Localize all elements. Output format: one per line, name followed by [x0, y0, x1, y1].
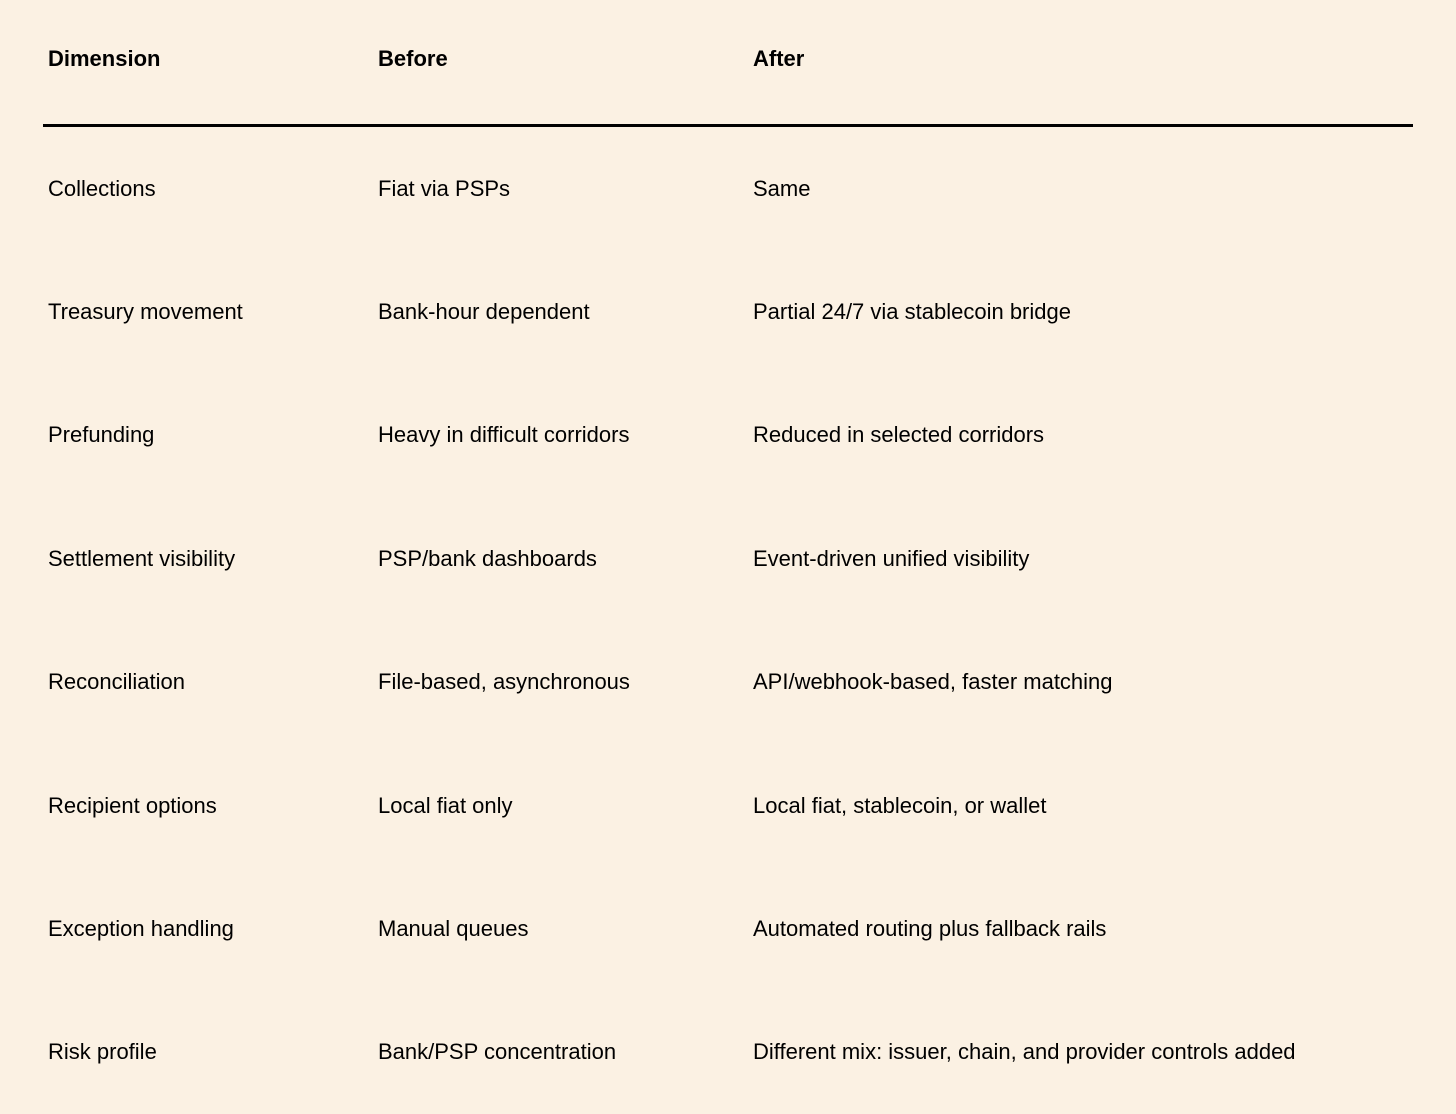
cell-before: PSP/bank dashboards [378, 545, 597, 571]
cell-dimension: Risk profile [48, 1039, 157, 1065]
cell-dimension: Reconciliation [48, 669, 185, 695]
table-header-row [43, 0, 1413, 127]
table-row [43, 374, 1413, 497]
cell-dimension: Exception handling [48, 916, 234, 942]
cell-before: Fiat via PSPs [378, 175, 511, 201]
cell-after: Partial 24/7 via stablecoin bridge [753, 299, 1071, 325]
cell-after: Local fiat, stablecoin, or wallet [753, 792, 1047, 818]
cell-before: Manual queues [378, 916, 529, 942]
cell-after: Automated routing plus fallback rails [753, 916, 1107, 942]
header-dimension: Dimension [48, 46, 161, 71]
cell-dimension: Prefunding [48, 422, 155, 448]
table-row [43, 867, 1413, 990]
table-row [43, 744, 1413, 867]
comparison-table [43, 0, 1413, 1114]
cell-dimension: Collections [48, 175, 156, 201]
header-before: Before [378, 46, 448, 71]
table-row [43, 621, 1413, 744]
cell-after: Different mix: issuer, chain, and provider controls added [753, 1039, 1296, 1065]
cell-after: Same [753, 175, 811, 201]
cell-before: Heavy in difficult corridors [378, 422, 630, 448]
table-row [43, 250, 1413, 373]
cell-dimension: Settlement visibility [48, 545, 236, 571]
cell-before: Bank-hour dependent [378, 299, 590, 325]
cell-before: Bank/PSP concentration [378, 1039, 617, 1065]
table-row [43, 497, 1413, 620]
cell-before: File-based, asynchronous [378, 669, 630, 695]
cell-after: Reduced in selected corridors [753, 422, 1045, 448]
header-after: After [753, 46, 805, 71]
cell-before: Local fiat only [378, 792, 513, 818]
cell-after: Event-driven unified visibility [753, 545, 1030, 571]
table-row [43, 127, 1413, 250]
cell-dimension: Recipient options [48, 792, 217, 818]
table-row [43, 991, 1413, 1114]
cell-after: API/webhook-based, faster matching [753, 669, 1113, 695]
cell-dimension: Treasury movement [48, 299, 243, 325]
table-body [43, 127, 1413, 1114]
